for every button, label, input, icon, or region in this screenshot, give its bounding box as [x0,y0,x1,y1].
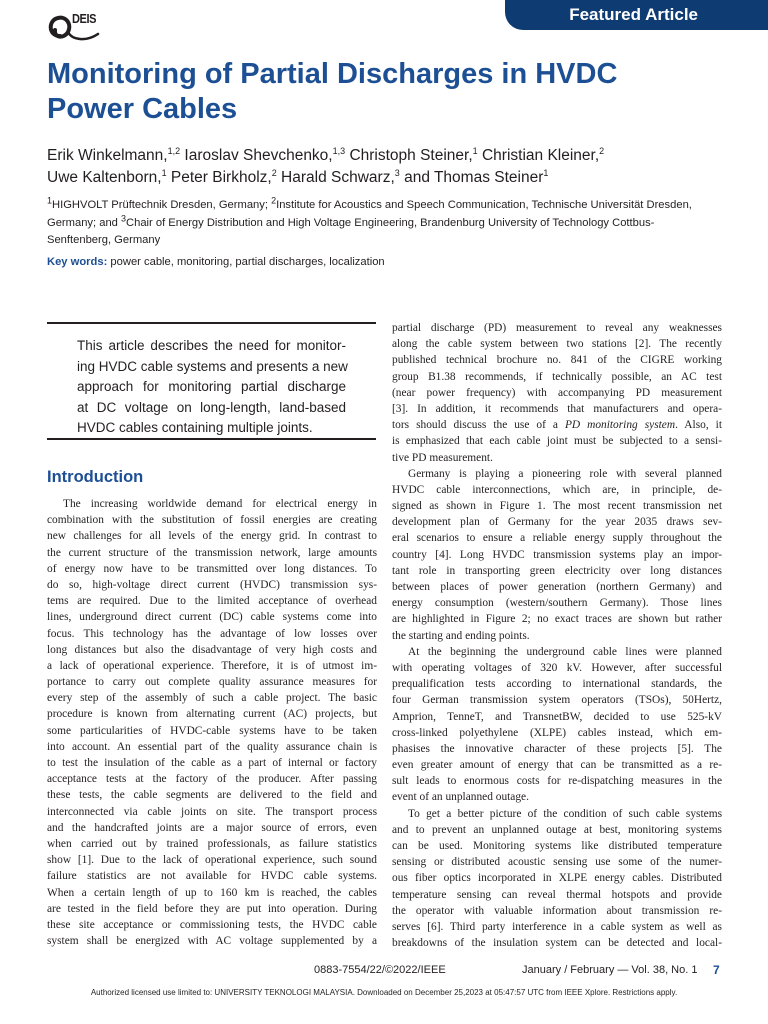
body-text-line: energy consumption (western/southern Germany). Those lines [392,597,722,610]
keywords-text: power cable, monitoring, partial discharges, localization [107,256,385,268]
body-text-line: development plan of Germany for the year 2035 draws sev- [392,516,722,529]
body-text-line: of energy now have to be transmitted over long distances. To [47,562,377,575]
body-text-line: signed as shown in Figure 1. The most recent transmission net [392,500,722,513]
page-number: 7 [713,963,720,977]
affiliation-line: Senftenberg, Germany [47,234,161,246]
body-text-line: the starting and ending points. [392,629,530,642]
body-text-line: failure statistics are not available for HVDC cable systems. [47,870,377,883]
body-text-line: are tested in the field before they are put into operation. During [47,902,377,915]
body-text-line: sult leads to enormous costs for re-dispatching measures in the [392,775,722,788]
body-text-line: do so, high-voltage direct current (HVDC) transmission sys- [47,578,377,591]
body-column-right [392,320,722,951]
body-text-line: tems are required. Due to the limited acceptance of overhead [47,595,377,608]
logo-text: DEIS [72,11,97,26]
footer-issue: January / February — Vol. 38, No. 1 [522,964,698,976]
section-heading-introduction: Introduction [47,468,144,486]
body-text-line: to test the insulation of the cable as a part of internal or factory [47,757,377,769]
body-text-line: between places of power generation (northern Germany) and [392,581,722,593]
body-text-line: To get a better picture of the condition of such cable systems [408,807,722,820]
body-text-line: new challenges for all levels of the energy grid. In contrast to [47,530,377,543]
body-text-line: long distances but also the disadvantage of very high costs and [47,643,377,656]
abstract-line: ing HVDC cable systems and presents a new [77,358,348,374]
body-text-line: country [4]. Long HVDC transmission systems play an impor- [392,548,722,561]
affiliations [47,197,737,250]
body-text-line: partial discharge (PD) measurement to reveal any weaknesses [392,322,722,334]
body-text-line: even greater amount of energy that can be transmitted as a re- [392,759,722,772]
body-text-line: with operating voltages of 320 kV. However, after successful [392,661,722,674]
body-text-line: and the handcrafted joints are a major source of errors, even [47,821,377,834]
body-text-line: when carried out by trained professionals, as failure statistics [47,837,377,850]
body-text-line: and to prevent an unplanned outage at best, monitoring systems [392,823,722,836]
body-text-line: lines, underground direct current (DC) cable systems come into [47,611,377,624]
title-line: Power Cables [47,93,238,125]
body-text-line: system shall be energized with AC voltage supplemented by a [47,935,377,948]
featured-article-banner: Featured Article [505,0,768,30]
body-text-line: When a certain length of up to 160 km is reached, the cables [47,886,377,899]
body-text-line: breakdowns of the insulation system can be detected and local- [392,937,722,950]
body-text-line: At the beginning the underground cable lines were planned [408,645,722,658]
body-text-line: four German transmission system operators (TSOs), 50Hertz, [392,694,722,707]
body-text-line: tors should discuss the use of a PD monitoring system. Also, it [392,419,722,432]
body-text-line: portance to carry out complete quality assurance measures for [47,676,377,689]
article-title [47,57,737,127]
body-text-line: every step of the assembly of such a cable project. The basic [47,692,377,705]
body-text-line: a lack of operational experience. Therefore, it is of utmost im- [47,659,377,672]
body-text-line: Germany is playing a pioneering role with several planned [408,467,722,480]
body-text-line: these site acceptance or commissioning tests, the HVDC cable [47,918,377,931]
body-text-line: interconnected via cable joints on site. The transport process [47,805,377,818]
body-text-line: phasises the innovative character of these projects [5]. The [392,742,722,755]
abstract-line: HVDC cables containing multiple joints. [77,420,313,435]
license-notice: Authorized licensed use limited to: UNIVERSITY TEKNOLOGI MALAYSIA. Downloaded on December 25,2023 at 05:47:57 UTC from IEEE Xplore. Restrictions apply. [90,988,678,997]
body-text-line: group B1.38 recommends, if technically possible, an AC test [392,370,722,383]
body-text-line: Amprion, TenneT, and TransnetBW, decided to use 525-kV [392,710,722,723]
body-text-line: (near power frequency) with accompanying PD measurement [392,386,722,399]
body-text-line: the operator with valuable information about transmission re- [392,904,722,917]
title-line: Monitoring of Partial Discharges in HVDC [47,58,618,90]
body-text-line: prequalification tests according to international standards, the [392,678,722,691]
body-text-line: temperature sensing can reveal thermal hotspots and provide [392,888,722,901]
body-text-line: tant role in transporting green electricity over long distances [392,564,722,577]
author-line: Uwe Kaltenborn,$^1$ Peter Birkholz,$^2$ Harald Schwarz,$^3$ and Thomas Steiner$^1$ [47,167,549,186]
body-text-line: eral scenarios to ensure a reliable energy supply throughout the [392,532,722,545]
body-text-line: cross-linked polyethylene (XLPE) cables instead, which em- [392,726,722,739]
abstract-line: at DC voltage on long-length, land-based [77,399,346,415]
abstract-line: approach for monitoring partial discharge [77,379,346,394]
body-text-line: is emphasized that each cable joint must be subjected to a sensi- [392,435,722,448]
body-text-line: can be used. Monitoring systems like distributed temperature [392,840,722,852]
body-text-line: [3]. In addition, it recommends that manufacturers and opera- [392,402,722,415]
body-text-line: into account. An essential part of the quality assurance chain is [47,740,377,753]
author-list [47,145,737,189]
body-text-line: focus. This technology has the advantage of low losses over [47,627,377,640]
body-text-line: ous fiber optics incorporated in XLPE energy cables. Distributed [392,872,722,885]
body-text-line: acceptance tests at the factory of the producer. After passing [47,773,377,786]
body-text-line: some particularities of HVDC-cable systems have to be taken [47,724,377,737]
body-text-line: procedure is known from alternating current (AC) projects, but [47,708,377,721]
body-text-line: along the cable system between two stations [2]. The recently [392,338,722,351]
author-line: Erik Winkelmann,$^{1,2}$ Iaroslav Shevchenko,$^{1,3}$ Christoph Steiner,$^1$ Christian Kleiner,$^2$ [47,145,605,164]
body-column-left [47,496,377,949]
body-text-line: the current structure of the transmission network, large amounts [47,546,377,559]
abstract-box [47,322,376,440]
affiliation-line: Germany; and $^3$Chair of Energy Distribution and High Voltage Engineering, Brandenburg University of Technology Cottbus- [47,212,655,229]
body-text-line: sensing or distributed acoustic sensing use some of the numer- [392,856,722,869]
body-text-line: are highlighted in Figure 2; no exact traces are shown but rather [392,613,722,626]
body-text-line: combination with the substitution of fossil energies are creating [47,514,377,527]
body-text-line: these tests, the cable segments are delivered to the field and [47,789,377,802]
deis-logo [46,6,126,44]
keywords [47,256,737,268]
body-text-line: tive PD measurement. [392,451,493,464]
body-text-line: The increasing worldwide demand for electrical energy in [63,498,377,510]
body-text-line: serves [6]. Third party interference in a cable system as well as [392,920,722,933]
footer-doi: 0883-7554/22/©2022/IEEE [314,964,446,976]
body-text-line: event of an unplanned outage. [392,791,529,804]
keywords-label: Key words: [47,256,108,268]
body-text-line: show [1]. Due to the lack of operational experience, such sound [47,854,377,867]
abstract-line: This article describes the need for monitor- [77,338,346,353]
body-text-line: HVDC cable interconnections, which are, in principle, de- [392,483,722,496]
body-text-line: published technical brochure no. 841 of the CIGRE working [392,354,722,367]
affiliation-line: $^1$HIGHVOLT Prüftechnik Dresden, Germany; $^2$Institute for Acoustics and Speech Communication, Technische Universität Dresden, [47,195,692,211]
